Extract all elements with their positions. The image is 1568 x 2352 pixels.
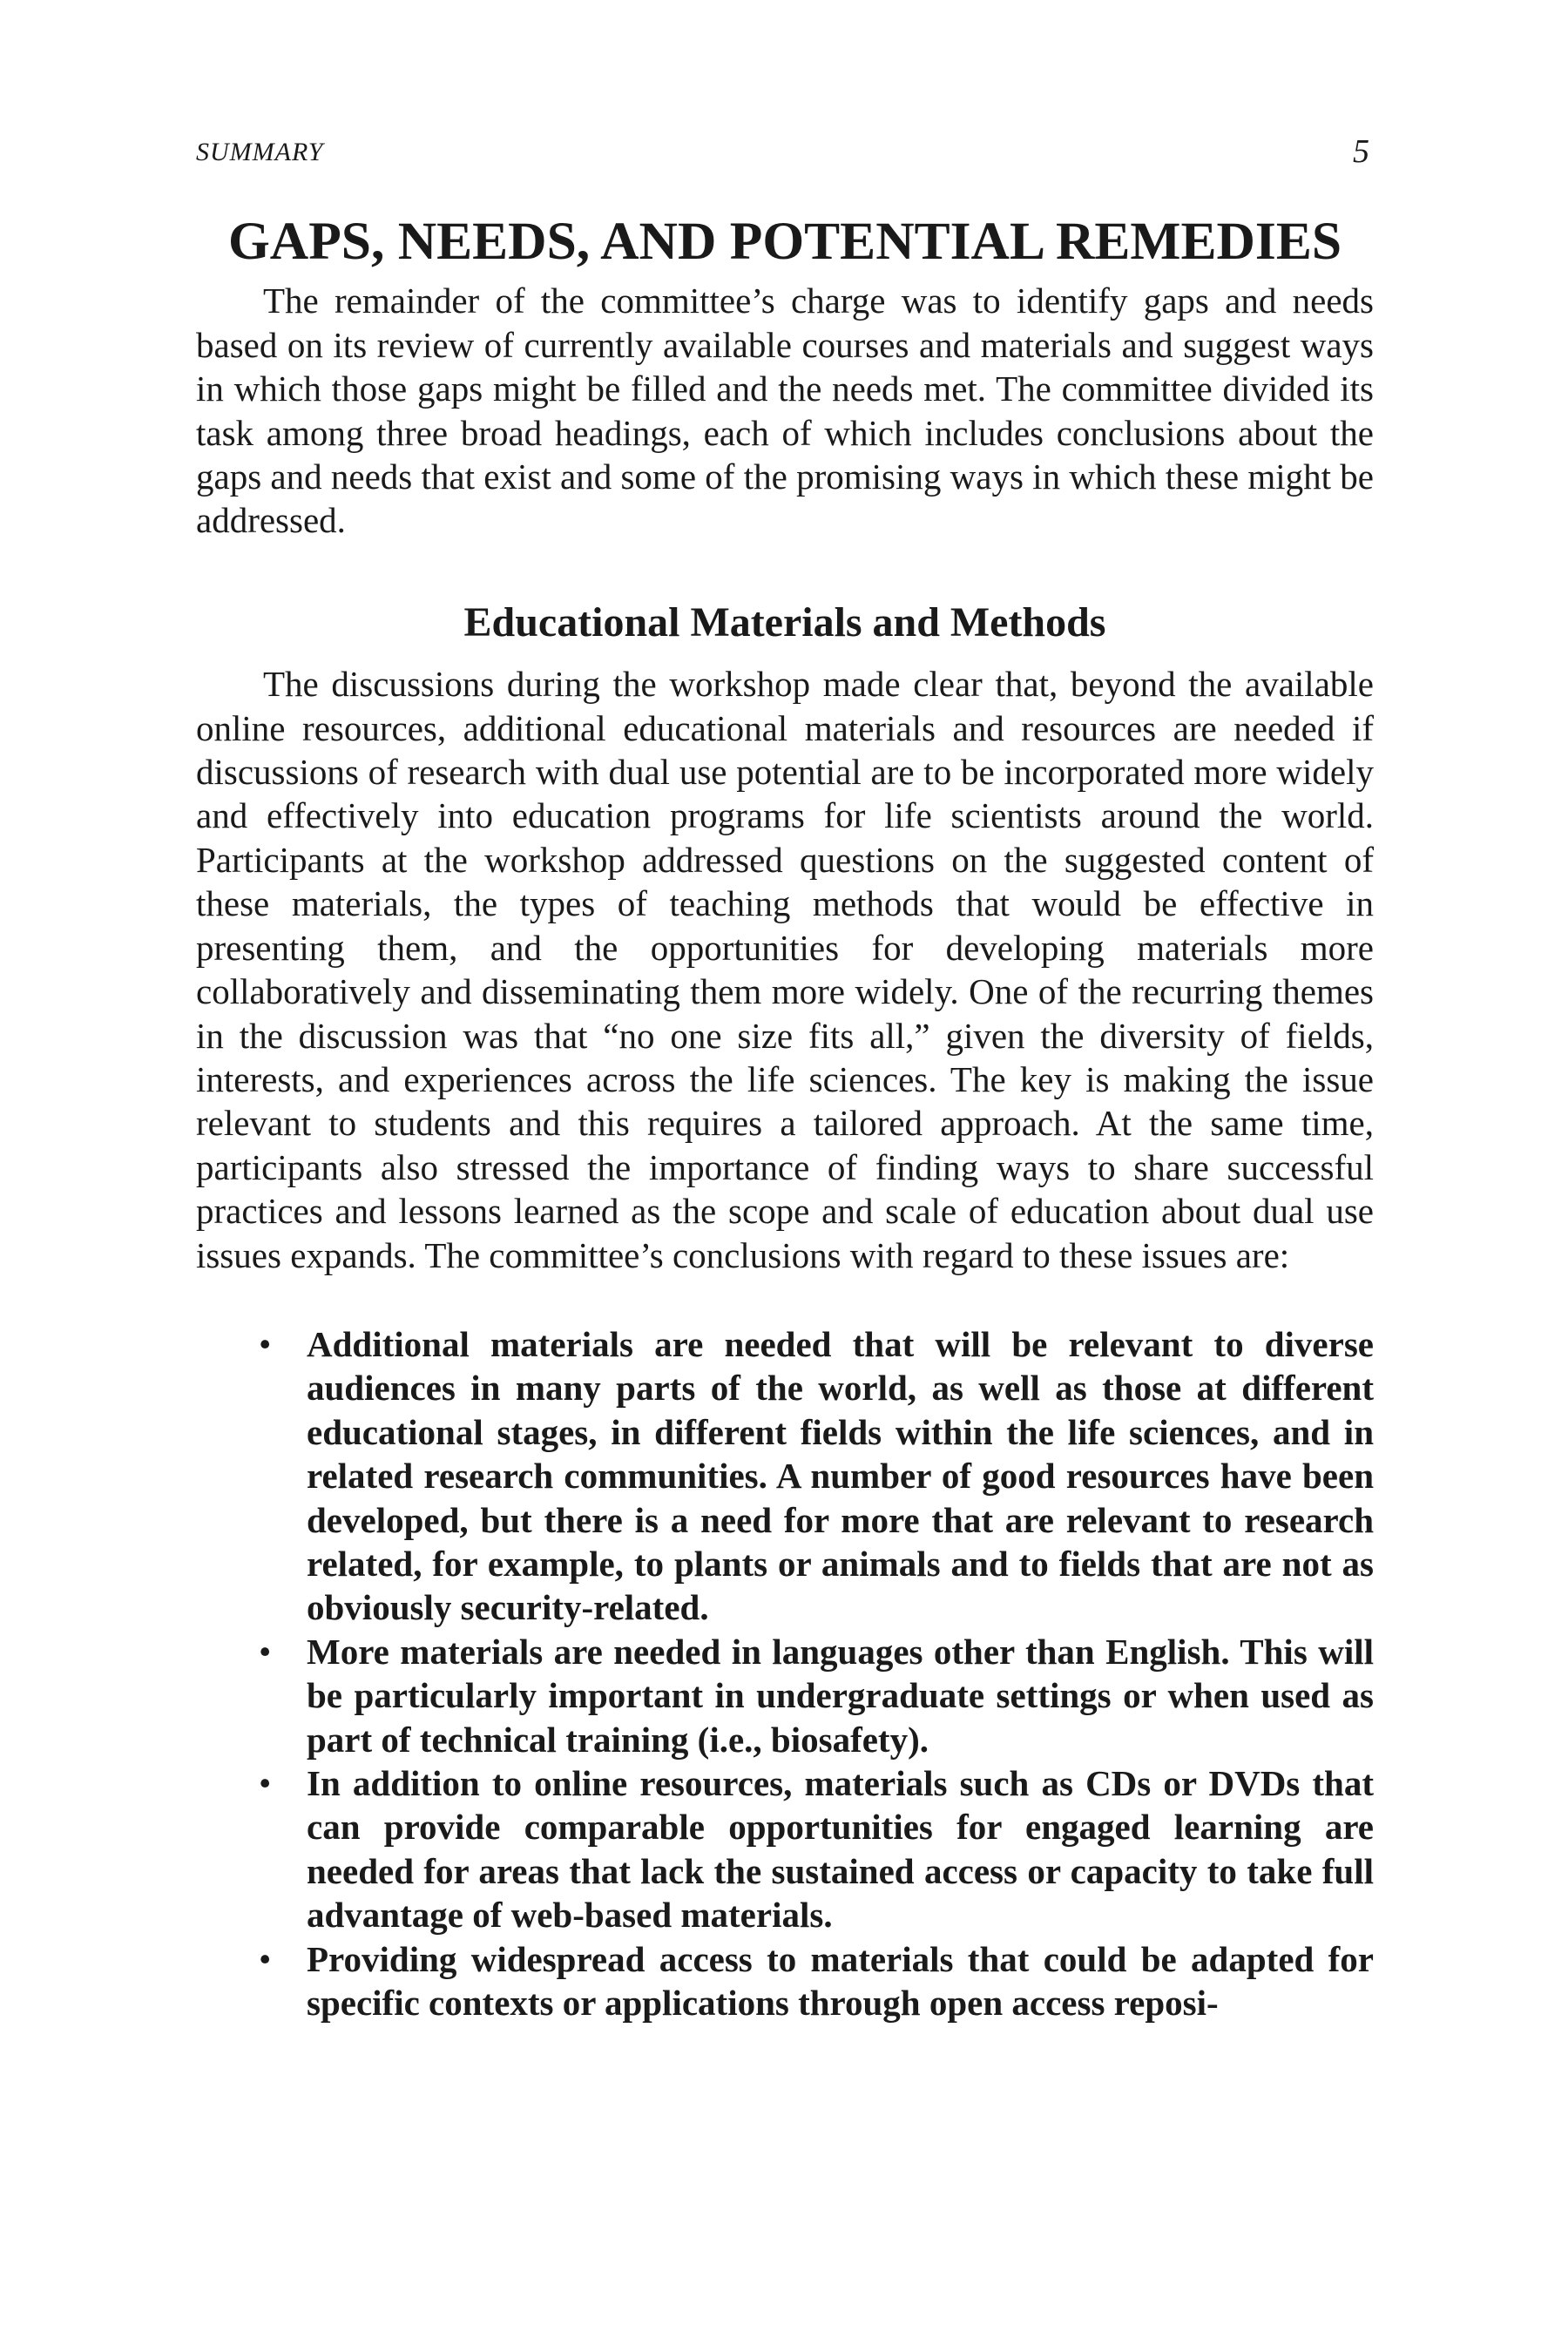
- section-title: GAPS, NEEDS, AND POTENTIAL REMEDIES: [227, 212, 1342, 271]
- intro-paragraph: The remainder of the committee’s charge was to identify gaps and needs based on its review of currently available courses and materials and suggest ways in which those gaps might be filled and the needs met. The committee divided its task among three broad headings, each of which includes conclusions about the gaps and needs that exist and some of the promising ways in which these might be addressed.: [196, 280, 1374, 541]
- conclusion-text: Additional materials are needed that will be relevant to diverse audiences in many parts of the world, as well as those at different educational stages, in different fields within the life sciences, and in related research communities. A number of good resources have been developed, but there is a need for more that are relevant to research related, for example, to plants or animals and to fields that are not as obviously security-related.: [307, 1323, 1374, 1628]
- bullet-icon: •: [259, 1631, 272, 1672]
- subsection-title: Educational Materials and Methods: [463, 598, 1106, 645]
- running-head: SUMMARY: [196, 138, 324, 166]
- bullet-icon: •: [259, 1323, 272, 1364]
- subsection-paragraph: The discussions during the workshop made clear that, beyond the available online resources, additional educational materials and resources are needed if discussions of research with dual use potential are to be incorporated more widely and effectively into education programs for life scientists around the world. Participants at the workshop addressed questions on the suggested content of these materials, the types of teaching methods that would be effective in presenting them, and the opportunities for developing materials more collaboratively and disseminating them more widely. One of the recurring themes in the discussion was that “no one size fits all,” given the diversity of fields, interests, and experiences across the life sciences. The key is making the issue relevant to students and this requires a tailored approach. At the same time, participants also stressed the importance of finding ways to share successful practices and lessons learned as the scope and scale of education about dual use issues expands. The committee’s conclusions with regard to these issues are:: [196, 664, 1374, 1275]
- page-number: 5: [1353, 133, 1369, 170]
- conclusion-text: Providing widespread access to materials that could be adapted for specific contexts or applications through open access reposi-: [307, 1938, 1374, 2024]
- conclusion-item: [196, 1630, 1374, 1761]
- bullet-icon: •: [259, 1763, 272, 1803]
- conclusion-item: [196, 1322, 1374, 1630]
- page-body: [196, 212, 1374, 2024]
- conclusion-item: [196, 1761, 1374, 1937]
- conclusion-item: [196, 1937, 1374, 2025]
- conclusion-text: In addition to online resources, materials such as CDs or DVDs that can provide comparable opportunities for engaged learning are needed for areas that lack the sustained access or capacity to take full advantage of web-based materials.: [307, 1763, 1374, 1936]
- bullet-icon: •: [259, 1938, 272, 1979]
- conclusions-list: [196, 1322, 1374, 2025]
- conclusion-text: More materials are needed in languages other than English. This will be particularly important in undergraduate settings or when used as part of technical training (i.e., biosafety).: [307, 1631, 1374, 1760]
